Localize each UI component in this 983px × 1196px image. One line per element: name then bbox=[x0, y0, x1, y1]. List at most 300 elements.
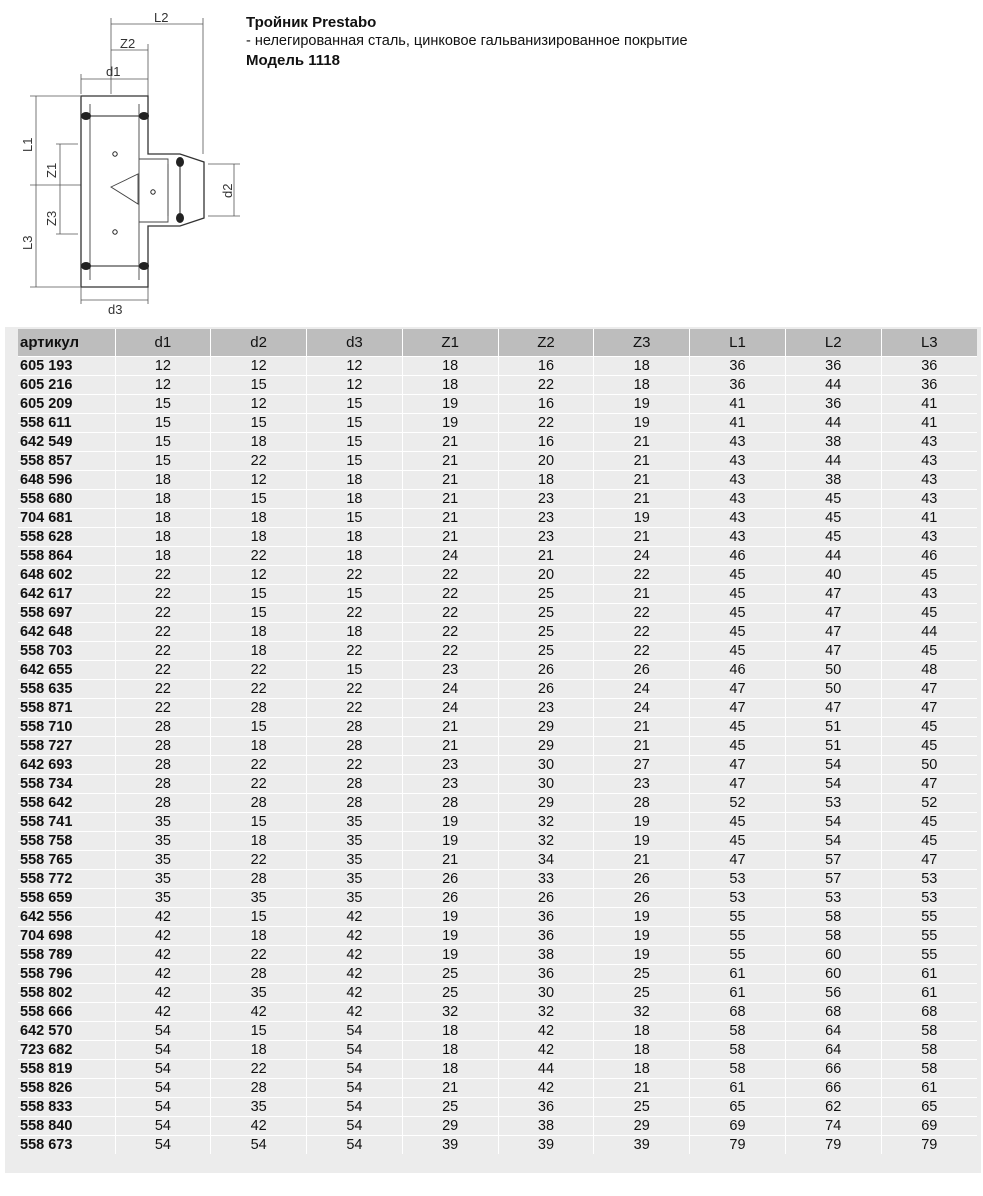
article-cell: 558 758 bbox=[18, 832, 115, 851]
table-row bbox=[18, 1041, 977, 1060]
value-cell: 58 bbox=[690, 1060, 786, 1079]
value-cell: 15 bbox=[307, 433, 403, 452]
value-cell: 47 bbox=[881, 851, 977, 870]
value-cell: 36 bbox=[498, 965, 594, 984]
value-cell: 22 bbox=[115, 699, 211, 718]
spec-table bbox=[18, 329, 977, 1154]
value-cell: 45 bbox=[690, 813, 786, 832]
value-cell: 15 bbox=[307, 395, 403, 414]
value-cell: 35 bbox=[115, 813, 211, 832]
value-cell: 42 bbox=[307, 927, 403, 946]
value-cell: 47 bbox=[690, 775, 786, 794]
value-cell: 28 bbox=[307, 718, 403, 737]
value-cell: 25 bbox=[402, 1098, 498, 1117]
value-cell: 26 bbox=[594, 870, 690, 889]
table-row bbox=[18, 566, 977, 585]
table-row bbox=[18, 528, 977, 547]
value-cell: 22 bbox=[115, 566, 211, 585]
tee-fitting-drawing bbox=[8, 4, 248, 324]
value-cell: 18 bbox=[307, 528, 403, 547]
value-cell: 44 bbox=[785, 452, 881, 471]
value-cell: 58 bbox=[690, 1022, 786, 1041]
table-header-row bbox=[18, 329, 977, 357]
table-row bbox=[18, 1060, 977, 1079]
value-cell: 69 bbox=[881, 1117, 977, 1136]
value-cell: 42 bbox=[115, 908, 211, 927]
value-cell: 42 bbox=[498, 1079, 594, 1098]
value-cell: 46 bbox=[690, 547, 786, 566]
value-cell: 22 bbox=[402, 642, 498, 661]
value-cell: 22 bbox=[115, 680, 211, 699]
article-cell: 558 864 bbox=[18, 547, 115, 566]
table-row bbox=[18, 680, 977, 699]
value-cell: 28 bbox=[211, 699, 307, 718]
value-cell: 42 bbox=[211, 1003, 307, 1022]
article-cell: 558 727 bbox=[18, 737, 115, 756]
value-cell: 61 bbox=[881, 965, 977, 984]
value-cell: 61 bbox=[881, 984, 977, 1003]
value-cell: 35 bbox=[307, 870, 403, 889]
value-cell: 61 bbox=[690, 965, 786, 984]
value-cell: 34 bbox=[498, 851, 594, 870]
value-cell: 41 bbox=[690, 395, 786, 414]
value-cell: 38 bbox=[498, 946, 594, 965]
table-row bbox=[18, 718, 977, 737]
value-cell: 38 bbox=[498, 1117, 594, 1136]
value-cell: 18 bbox=[211, 832, 307, 851]
value-cell: 18 bbox=[402, 357, 498, 376]
value-cell: 42 bbox=[115, 946, 211, 965]
value-cell: 19 bbox=[594, 509, 690, 528]
value-cell: 15 bbox=[307, 452, 403, 471]
value-cell: 36 bbox=[498, 1098, 594, 1117]
value-cell: 22 bbox=[307, 566, 403, 585]
article-cell: 558 666 bbox=[18, 1003, 115, 1022]
value-cell: 62 bbox=[785, 1098, 881, 1117]
column-header-z2: Z2 bbox=[498, 329, 594, 357]
article-cell: 558 802 bbox=[18, 984, 115, 1003]
value-cell: 32 bbox=[498, 1003, 594, 1022]
value-cell: 22 bbox=[498, 376, 594, 395]
column-header-l3: L3 bbox=[881, 329, 977, 357]
article-cell: 558 819 bbox=[18, 1060, 115, 1079]
value-cell: 15 bbox=[211, 604, 307, 623]
value-cell: 66 bbox=[785, 1079, 881, 1098]
value-cell: 79 bbox=[785, 1136, 881, 1155]
table-row bbox=[18, 433, 977, 452]
value-cell: 29 bbox=[402, 1117, 498, 1136]
value-cell: 54 bbox=[115, 1041, 211, 1060]
value-cell: 57 bbox=[785, 870, 881, 889]
table-row bbox=[18, 623, 977, 642]
value-cell: 36 bbox=[498, 908, 594, 927]
value-cell: 58 bbox=[881, 1060, 977, 1079]
value-cell: 28 bbox=[402, 794, 498, 813]
value-cell: 45 bbox=[690, 642, 786, 661]
table-row bbox=[18, 376, 977, 395]
value-cell: 58 bbox=[690, 1041, 786, 1060]
value-cell: 28 bbox=[211, 965, 307, 984]
value-cell: 28 bbox=[307, 737, 403, 756]
value-cell: 41 bbox=[690, 414, 786, 433]
value-cell: 18 bbox=[498, 471, 594, 490]
value-cell: 22 bbox=[115, 642, 211, 661]
value-cell: 32 bbox=[402, 1003, 498, 1022]
value-cell: 21 bbox=[594, 718, 690, 737]
value-cell: 45 bbox=[690, 718, 786, 737]
value-cell: 22 bbox=[307, 604, 403, 623]
table-row bbox=[18, 813, 977, 832]
value-cell: 12 bbox=[307, 357, 403, 376]
value-cell: 79 bbox=[690, 1136, 786, 1155]
article-cell: 605 216 bbox=[18, 376, 115, 395]
column-header-z1: Z1 bbox=[402, 329, 498, 357]
value-cell: 51 bbox=[785, 737, 881, 756]
value-cell: 53 bbox=[690, 870, 786, 889]
value-cell: 61 bbox=[690, 1079, 786, 1098]
value-cell: 47 bbox=[881, 699, 977, 718]
value-cell: 18 bbox=[402, 376, 498, 395]
label-z1: Z1 bbox=[44, 162, 59, 178]
article-cell: 704 698 bbox=[18, 927, 115, 946]
value-cell: 18 bbox=[115, 547, 211, 566]
article-cell: 558 772 bbox=[18, 870, 115, 889]
value-cell: 58 bbox=[881, 1022, 977, 1041]
value-cell: 32 bbox=[498, 813, 594, 832]
column-header-d3: d3 bbox=[307, 329, 403, 357]
value-cell: 21 bbox=[402, 509, 498, 528]
value-cell: 22 bbox=[115, 585, 211, 604]
value-cell: 23 bbox=[402, 775, 498, 794]
value-cell: 25 bbox=[402, 965, 498, 984]
value-cell: 53 bbox=[881, 870, 977, 889]
value-cell: 22 bbox=[594, 623, 690, 642]
article-cell: 723 682 bbox=[18, 1041, 115, 1060]
value-cell: 19 bbox=[594, 832, 690, 851]
value-cell: 57 bbox=[785, 851, 881, 870]
value-cell: 41 bbox=[881, 414, 977, 433]
value-cell: 18 bbox=[307, 623, 403, 642]
value-cell: 45 bbox=[690, 585, 786, 604]
value-cell: 44 bbox=[881, 623, 977, 642]
value-cell: 43 bbox=[690, 490, 786, 509]
article-cell: 605 193 bbox=[18, 357, 115, 376]
table-row bbox=[18, 547, 977, 566]
value-cell: 18 bbox=[211, 1041, 307, 1060]
value-cell: 53 bbox=[785, 794, 881, 813]
value-cell: 21 bbox=[402, 737, 498, 756]
value-cell: 45 bbox=[690, 566, 786, 585]
value-cell: 23 bbox=[498, 490, 594, 509]
article-cell: 642 655 bbox=[18, 661, 115, 680]
value-cell: 52 bbox=[881, 794, 977, 813]
value-cell: 26 bbox=[498, 661, 594, 680]
value-cell: 23 bbox=[402, 756, 498, 775]
value-cell: 43 bbox=[690, 471, 786, 490]
label-d1: d1 bbox=[106, 64, 121, 79]
value-cell: 15 bbox=[211, 813, 307, 832]
value-cell: 25 bbox=[498, 642, 594, 661]
value-cell: 42 bbox=[307, 908, 403, 927]
value-cell: 19 bbox=[402, 414, 498, 433]
value-cell: 12 bbox=[115, 357, 211, 376]
value-cell: 22 bbox=[115, 661, 211, 680]
value-cell: 45 bbox=[785, 490, 881, 509]
value-cell: 19 bbox=[594, 395, 690, 414]
article-cell: 558 680 bbox=[18, 490, 115, 509]
value-cell: 30 bbox=[498, 775, 594, 794]
table-row bbox=[18, 984, 977, 1003]
value-cell: 46 bbox=[881, 547, 977, 566]
value-cell: 50 bbox=[785, 661, 881, 680]
value-cell: 45 bbox=[785, 509, 881, 528]
value-cell: 54 bbox=[211, 1136, 307, 1155]
article-cell: 558 857 bbox=[18, 452, 115, 471]
value-cell: 47 bbox=[690, 756, 786, 775]
value-cell: 42 bbox=[211, 1117, 307, 1136]
article-cell: 648 602 bbox=[18, 566, 115, 585]
article-cell: 558 697 bbox=[18, 604, 115, 623]
value-cell: 22 bbox=[115, 623, 211, 642]
table-row bbox=[18, 509, 977, 528]
value-cell: 68 bbox=[881, 1003, 977, 1022]
value-cell: 22 bbox=[307, 756, 403, 775]
value-cell: 16 bbox=[498, 395, 594, 414]
value-cell: 15 bbox=[211, 718, 307, 737]
table-row bbox=[18, 946, 977, 965]
value-cell: 21 bbox=[402, 433, 498, 452]
table-row bbox=[18, 1003, 977, 1022]
value-cell: 25 bbox=[498, 623, 594, 642]
value-cell: 12 bbox=[211, 395, 307, 414]
value-cell: 24 bbox=[402, 680, 498, 699]
value-cell: 15 bbox=[307, 661, 403, 680]
value-cell: 25 bbox=[498, 585, 594, 604]
value-cell: 18 bbox=[211, 927, 307, 946]
value-cell: 40 bbox=[785, 566, 881, 585]
value-cell: 35 bbox=[115, 870, 211, 889]
value-cell: 23 bbox=[594, 775, 690, 794]
value-cell: 35 bbox=[307, 813, 403, 832]
value-cell: 44 bbox=[785, 547, 881, 566]
table-row bbox=[18, 1022, 977, 1041]
value-cell: 47 bbox=[881, 680, 977, 699]
table-row bbox=[18, 737, 977, 756]
value-cell: 24 bbox=[594, 699, 690, 718]
table-row bbox=[18, 452, 977, 471]
article-cell: 605 209 bbox=[18, 395, 115, 414]
value-cell: 15 bbox=[211, 1022, 307, 1041]
table-row bbox=[18, 357, 977, 376]
value-cell: 15 bbox=[307, 585, 403, 604]
value-cell: 15 bbox=[211, 585, 307, 604]
value-cell: 43 bbox=[881, 471, 977, 490]
value-cell: 18 bbox=[211, 623, 307, 642]
value-cell: 53 bbox=[785, 889, 881, 908]
value-cell: 24 bbox=[594, 680, 690, 699]
value-cell: 25 bbox=[402, 984, 498, 1003]
value-cell: 12 bbox=[211, 357, 307, 376]
value-cell: 36 bbox=[498, 927, 594, 946]
value-cell: 28 bbox=[115, 794, 211, 813]
value-cell: 28 bbox=[211, 870, 307, 889]
value-cell: 22 bbox=[498, 414, 594, 433]
value-cell: 21 bbox=[594, 490, 690, 509]
value-cell: 55 bbox=[690, 946, 786, 965]
value-cell: 32 bbox=[594, 1003, 690, 1022]
value-cell: 35 bbox=[211, 889, 307, 908]
value-cell: 45 bbox=[881, 813, 977, 832]
value-cell: 15 bbox=[115, 395, 211, 414]
article-cell: 558 840 bbox=[18, 1117, 115, 1136]
article-cell: 558 789 bbox=[18, 946, 115, 965]
value-cell: 54 bbox=[307, 1022, 403, 1041]
label-z2: Z2 bbox=[120, 36, 136, 51]
product-header bbox=[246, 13, 688, 70]
value-cell: 19 bbox=[402, 946, 498, 965]
value-cell: 15 bbox=[115, 414, 211, 433]
value-cell: 19 bbox=[402, 908, 498, 927]
value-cell: 54 bbox=[115, 1079, 211, 1098]
value-cell: 55 bbox=[690, 908, 786, 927]
value-cell: 22 bbox=[594, 566, 690, 585]
table-row bbox=[18, 699, 977, 718]
value-cell: 18 bbox=[402, 1041, 498, 1060]
value-cell: 24 bbox=[402, 547, 498, 566]
value-cell: 18 bbox=[115, 528, 211, 547]
product-model: Модель 1118 bbox=[246, 52, 340, 69]
value-cell: 19 bbox=[402, 395, 498, 414]
value-cell: 29 bbox=[594, 1117, 690, 1136]
value-cell: 68 bbox=[690, 1003, 786, 1022]
value-cell: 12 bbox=[211, 566, 307, 585]
value-cell: 56 bbox=[785, 984, 881, 1003]
value-cell: 15 bbox=[115, 433, 211, 452]
value-cell: 35 bbox=[115, 832, 211, 851]
value-cell: 20 bbox=[498, 452, 594, 471]
value-cell: 23 bbox=[498, 509, 594, 528]
value-cell: 21 bbox=[498, 547, 594, 566]
label-d2: d2 bbox=[220, 183, 235, 198]
value-cell: 65 bbox=[690, 1098, 786, 1117]
value-cell: 42 bbox=[115, 984, 211, 1003]
value-cell: 25 bbox=[594, 984, 690, 1003]
value-cell: 21 bbox=[402, 490, 498, 509]
value-cell: 22 bbox=[594, 604, 690, 623]
value-cell: 36 bbox=[785, 357, 881, 376]
value-cell: 35 bbox=[307, 832, 403, 851]
value-cell: 32 bbox=[498, 832, 594, 851]
value-cell: 22 bbox=[211, 547, 307, 566]
value-cell: 21 bbox=[594, 585, 690, 604]
value-cell: 61 bbox=[881, 1079, 977, 1098]
value-cell: 26 bbox=[402, 870, 498, 889]
value-cell: 19 bbox=[594, 946, 690, 965]
value-cell: 68 bbox=[785, 1003, 881, 1022]
value-cell: 35 bbox=[307, 851, 403, 870]
value-cell: 43 bbox=[690, 433, 786, 452]
value-cell: 29 bbox=[498, 718, 594, 737]
article-cell: 642 617 bbox=[18, 585, 115, 604]
value-cell: 45 bbox=[785, 528, 881, 547]
value-cell: 22 bbox=[402, 623, 498, 642]
article-cell: 642 556 bbox=[18, 908, 115, 927]
label-l2: L2 bbox=[154, 10, 169, 25]
value-cell: 54 bbox=[307, 1117, 403, 1136]
value-cell: 18 bbox=[307, 490, 403, 509]
table-row bbox=[18, 870, 977, 889]
value-cell: 28 bbox=[115, 718, 211, 737]
value-cell: 42 bbox=[307, 984, 403, 1003]
value-cell: 18 bbox=[402, 1060, 498, 1079]
value-cell: 19 bbox=[402, 927, 498, 946]
value-cell: 30 bbox=[498, 984, 594, 1003]
value-cell: 21 bbox=[402, 452, 498, 471]
value-cell: 42 bbox=[498, 1041, 594, 1060]
value-cell: 18 bbox=[211, 509, 307, 528]
table-row bbox=[18, 585, 977, 604]
value-cell: 47 bbox=[785, 623, 881, 642]
value-cell: 18 bbox=[115, 490, 211, 509]
table-row bbox=[18, 851, 977, 870]
value-cell: 15 bbox=[211, 376, 307, 395]
label-l3: L3 bbox=[20, 235, 35, 250]
table-row bbox=[18, 490, 977, 509]
value-cell: 43 bbox=[881, 433, 977, 452]
value-cell: 21 bbox=[594, 471, 690, 490]
value-cell: 43 bbox=[881, 585, 977, 604]
value-cell: 22 bbox=[115, 604, 211, 623]
value-cell: 60 bbox=[785, 965, 881, 984]
product-title: Тройник Prestabo bbox=[246, 14, 377, 31]
value-cell: 16 bbox=[498, 433, 594, 452]
value-cell: 22 bbox=[402, 604, 498, 623]
article-cell: 558 635 bbox=[18, 680, 115, 699]
value-cell: 54 bbox=[115, 1136, 211, 1155]
value-cell: 42 bbox=[307, 946, 403, 965]
value-cell: 53 bbox=[690, 889, 786, 908]
value-cell: 54 bbox=[785, 775, 881, 794]
value-cell: 54 bbox=[307, 1136, 403, 1155]
table-row bbox=[18, 661, 977, 680]
value-cell: 28 bbox=[115, 737, 211, 756]
article-cell: 558 765 bbox=[18, 851, 115, 870]
value-cell: 18 bbox=[594, 1041, 690, 1060]
value-cell: 47 bbox=[690, 699, 786, 718]
value-cell: 43 bbox=[690, 509, 786, 528]
spec-table-panel bbox=[5, 327, 981, 1173]
value-cell: 22 bbox=[211, 775, 307, 794]
value-cell: 28 bbox=[307, 794, 403, 813]
value-cell: 36 bbox=[785, 395, 881, 414]
value-cell: 36 bbox=[690, 357, 786, 376]
value-cell: 43 bbox=[690, 452, 786, 471]
label-d3: d3 bbox=[108, 302, 123, 317]
value-cell: 45 bbox=[690, 604, 786, 623]
table-row bbox=[18, 832, 977, 851]
value-cell: 60 bbox=[785, 946, 881, 965]
value-cell: 21 bbox=[594, 433, 690, 452]
value-cell: 30 bbox=[498, 756, 594, 775]
value-cell: 45 bbox=[881, 566, 977, 585]
value-cell: 21 bbox=[402, 718, 498, 737]
value-cell: 36 bbox=[881, 357, 977, 376]
value-cell: 45 bbox=[881, 718, 977, 737]
value-cell: 21 bbox=[402, 528, 498, 547]
column-header-l1: L1 bbox=[690, 329, 786, 357]
value-cell: 55 bbox=[690, 927, 786, 946]
value-cell: 47 bbox=[785, 585, 881, 604]
